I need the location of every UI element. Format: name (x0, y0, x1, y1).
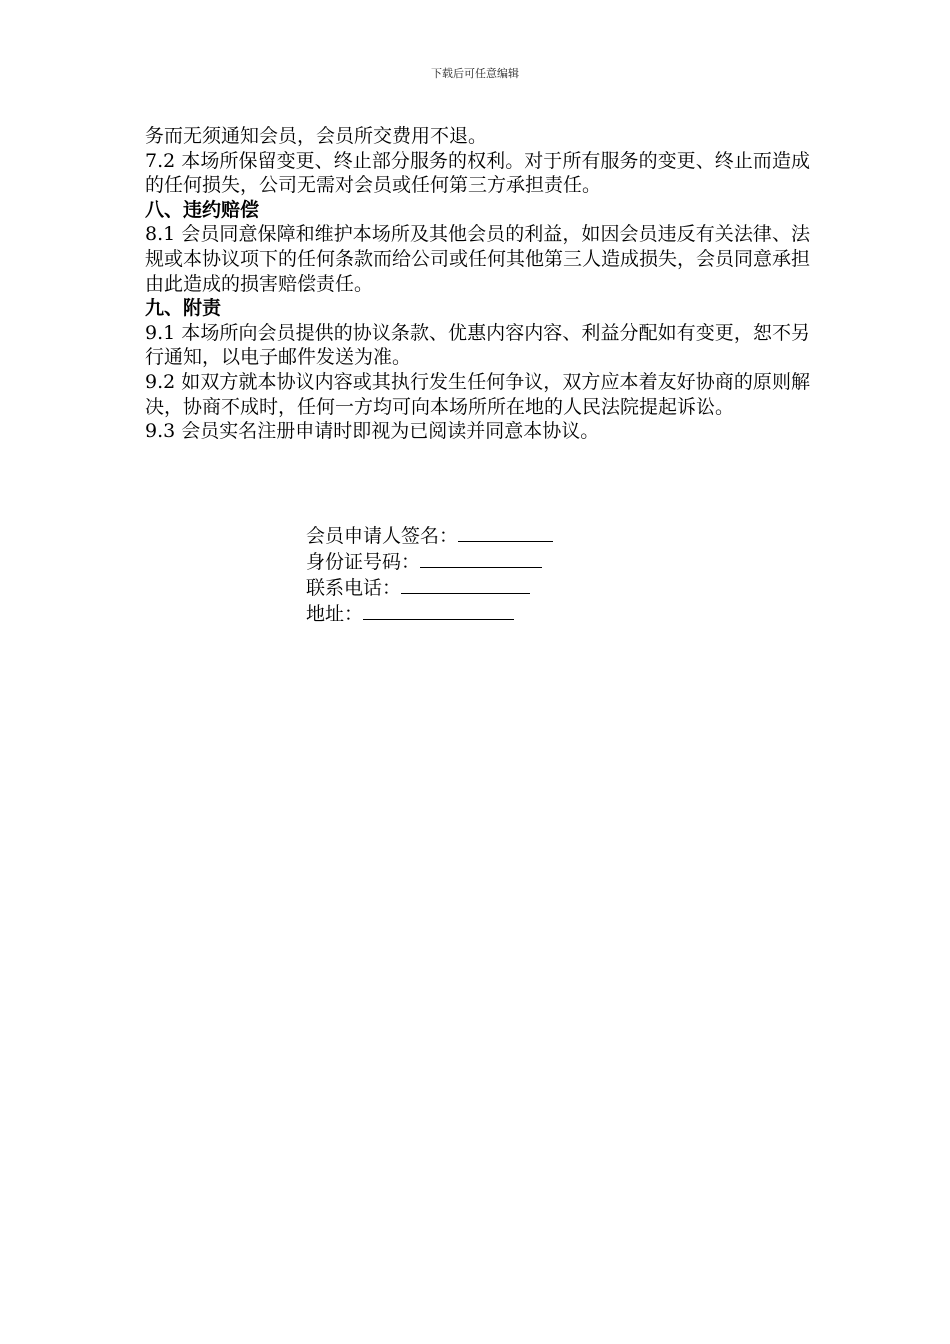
applicant-signature-row (306, 523, 553, 549)
paragraph-9-3: 9.3 会员实名注册申请时即视为已阅读并同意本协议。 (145, 420, 600, 443)
id-number-row (306, 549, 553, 575)
address-blank[interactable] (363, 601, 514, 620)
address-label: 地址： (306, 603, 364, 625)
applicant-signature-label: 会员申请人签名： (306, 525, 459, 547)
phone-blank[interactable] (401, 575, 530, 594)
id-number-blank[interactable] (420, 549, 542, 568)
paragraph-9-1: 9.1 本场所向会员提供的协议条款、优惠内容内容、利益分配如有变更，恕不另行通知，以电子邮件发送为准。 (145, 321, 810, 369)
section-heading-9: 九、附责 (145, 297, 222, 320)
signature-block (306, 523, 553, 627)
paragraph-7-1-continuation: 务而无须通知会员，会员所交费用不退。 (145, 125, 488, 147)
paragraph-7-2: 7.2 本场所保留变更、终止部分服务的权利。对于所有服务的变更、终止而造成的任何损失，公司无需对会员或任何第三方承担责任。 (145, 149, 810, 197)
page-header: 下载后可任意编辑 (431, 67, 519, 80)
paragraph-9-2: 9.2 如双方就本协议内容或其执行发生任何争议，双方应本着友好协商的原则解决，协商不成时，任何一方均可向本场所所在地的人民法院提起诉讼。 (145, 370, 810, 418)
section-heading-8: 八、违约赔偿 (145, 198, 260, 221)
phone-row (306, 575, 553, 601)
id-number-label: 身份证号码： (306, 551, 421, 573)
applicant-signature-blank[interactable] (458, 523, 553, 542)
phone-label: 联系电话： (306, 577, 402, 599)
paragraph-8-1: 8.1 会员同意保障和维护本场所及其他会员的利益，如因会员违反有关法律、法规或本协议项下的任何条款而给公司或任何其他第三人造成损失，会员同意承担由此造成的损害赔偿责任。 (145, 223, 811, 295)
document-body (145, 124, 810, 444)
address-row (306, 601, 553, 627)
